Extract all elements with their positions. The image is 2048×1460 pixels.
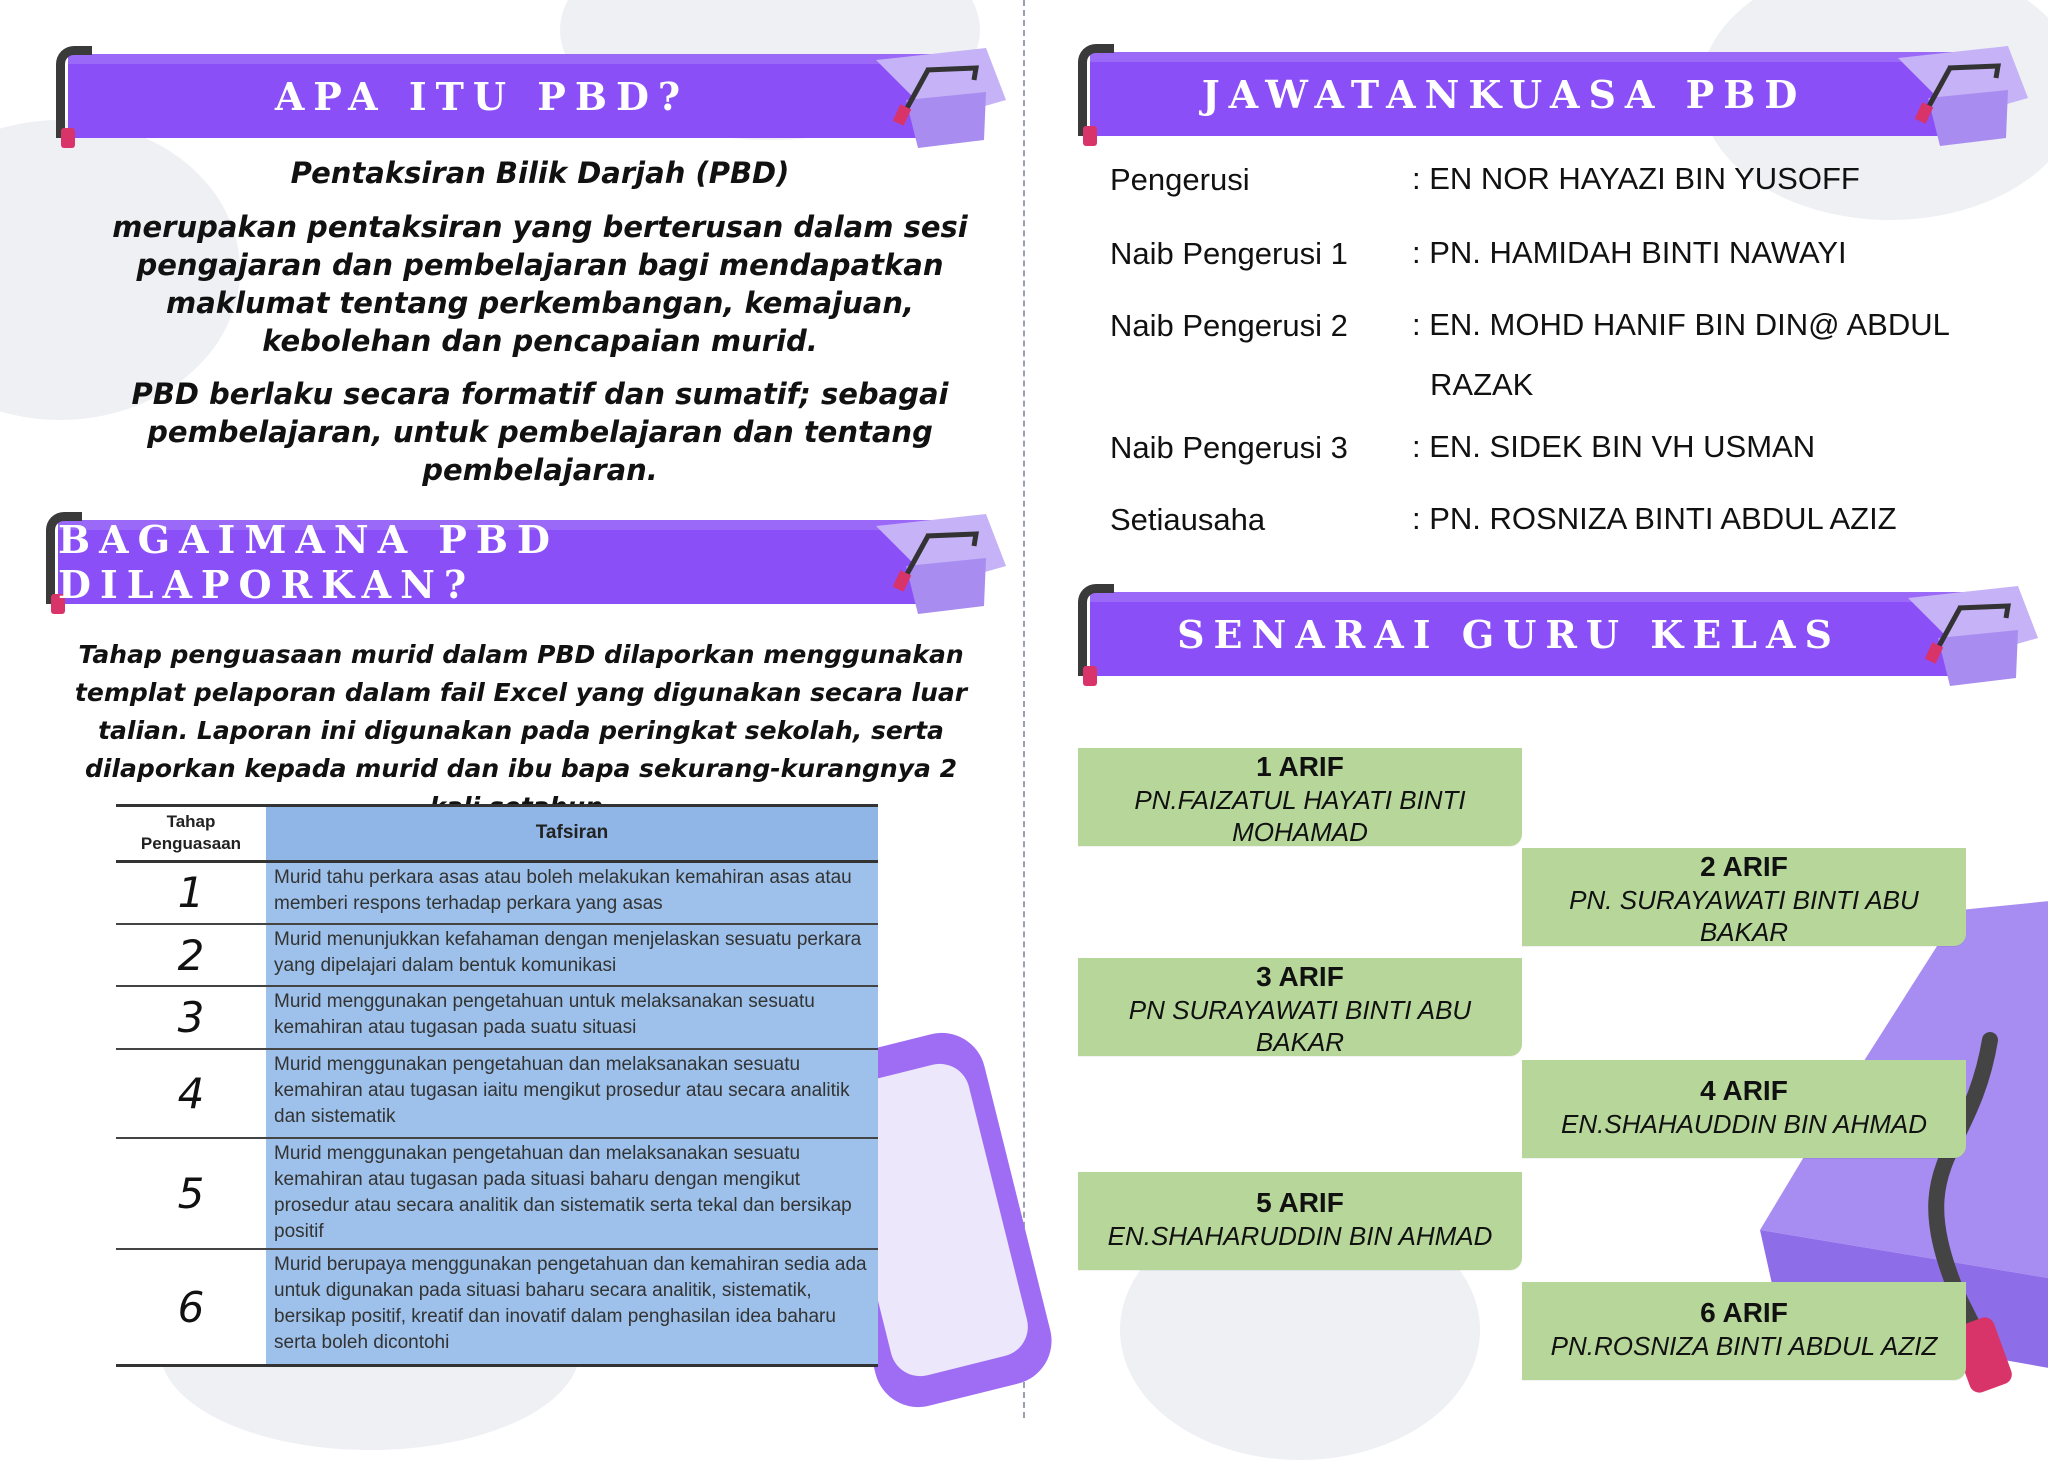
class-name: 6 ARIF: [1700, 1297, 1788, 1328]
table-row: [116, 861, 878, 924]
class-card-3-arif: [1078, 958, 1522, 1056]
col-header-level: Tahap Penguasaan: [116, 806, 266, 862]
tahap-penguasaan-table: [116, 804, 878, 1367]
pbd-definition: merupakan pentaksiran yang berterusan dalam sesi pengajaran dan pembelajaran bagi mendapatkan maklumat tentang perkembangan, kemajuan, kebolehan dan pencapaian murid.: [112, 210, 968, 358]
graduation-cap-icon: [1898, 578, 2038, 688]
committee-name: : PN. HAMIDAH BINTI NAWAYI: [1412, 235, 1847, 270]
class-name: 5 ARIF: [1256, 1187, 1344, 1218]
class-teacher: PN. SURAYAWATI BINTI ABU BAKAR: [1569, 885, 1919, 947]
level-number: 4: [116, 1049, 266, 1138]
section-title: APA ITU PBD?: [274, 73, 690, 119]
class-teacher: PN.FAIZATUL HAYATI BINTI MOHAMAD: [1134, 785, 1466, 847]
class-card-1-arif: [1078, 748, 1522, 846]
fold-divider: [1023, 0, 1025, 1418]
pbd-subtitle: Pentaksiran Bilik Darjah (PBD): [290, 156, 790, 190]
level-description: Murid menggunakan pengetahuan dan melaksanakan sesuatu kemahiran atau tugasan iaitu mengikut prosedur atau secara analitik dan sistematik: [266, 1049, 878, 1138]
committee-name: : PN. ROSNIZA BINTI ABDUL AZIZ: [1412, 501, 1897, 536]
committee-role: Setiausaha: [1110, 502, 1266, 537]
class-teacher: PN SURAYAWATI BINTI ABU BAKAR: [1128, 995, 1472, 1057]
table-row: [116, 1049, 878, 1138]
table-row: [116, 1249, 878, 1365]
committee-role: Naib Pengerusi 2: [1110, 308, 1348, 343]
reporting-description: Tahap penguasaan murid dalam PBD dilaporkan menggunakan templat pelaporan dalam fail Excel yang digunakan secara luar talian. Laporan ini digunakan pada peringkat sekolah, serta dilaporkan kepada murid dan ibu bapa sekurang-kurangnya 2: [74, 640, 968, 783]
class-card-4-arif: [1522, 1060, 1966, 1158]
section-title: JAWATANKUASA PBD: [1201, 71, 1807, 117]
level-description: Murid menggunakan pengetahuan dan melaksanakan sesuatu kemahiran atau tugasan pada situasi baharu dengan mengikut prosedur atau secara analitik dan sistematik serta tekal dan bersikap positif: [266, 1138, 878, 1249]
committee-role: Naib Pengerusi 3: [1110, 430, 1348, 465]
header-bagaimana-pbd: [46, 512, 1006, 607]
level-description: Murid menggunakan pengetahuan untuk melaksanakan sesuatu kemahiran atau tugasan pada suatu situasi: [266, 986, 878, 1049]
table-row: [116, 986, 878, 1049]
header-apa-itu-pbd: [56, 46, 1006, 138]
section-title: SENARAI GURU KELAS: [1177, 611, 1841, 657]
class-card-2-arif: [1522, 848, 1966, 946]
header-senarai-guru-kelas: [1078, 584, 2038, 676]
level-description: Murid menunjukkan kefahaman dengan menjelaskan sesuatu perkara yang dipelajari dalam bentuk komunikasi: [266, 924, 878, 987]
level-number: 3: [116, 986, 266, 1049]
table-row: [116, 924, 878, 987]
level-number: 6: [116, 1249, 266, 1365]
level-description: Murid berupaya menggunakan pengetahuan dan kemahiran sedia ada untuk digunakan pada situasi baharu secara analitik, sistematik, bersikap positif, kreatif dan inovatif dalam penghasilan idea baharu serta boleh dicontohi: [266, 1249, 878, 1365]
section-title: BAGAIMANA PBD DILAPORKAN?: [58, 517, 559, 607]
committee-name: : EN. MOHD HANIF BIN DIN@ ABDUL: [1412, 307, 1950, 342]
level-number: 5: [116, 1138, 266, 1249]
class-name: 1 ARIF: [1256, 751, 1344, 782]
class-name: 3 ARIF: [1256, 961, 1344, 992]
level-number: 2: [116, 924, 266, 987]
class-teacher: EN.SHAHARUDDIN BIN AHMAD: [1107, 1221, 1493, 1251]
graduation-cap-icon: [1888, 38, 2028, 148]
class-teacher: EN.SHAHAUDDIN BIN AHMAD: [1561, 1109, 1927, 1139]
committee-role: Naib Pengerusi 1: [1110, 236, 1348, 271]
class-name: 4 ARIF: [1700, 1075, 1788, 1106]
class-card-6-arif: [1522, 1282, 1966, 1380]
graduation-cap-icon: [866, 506, 1006, 616]
table-header-row: [116, 806, 878, 862]
committee-name-continued: RAZAK: [1430, 367, 1534, 402]
table-row: [116, 1138, 878, 1249]
col-header-interpretation: Tafsiran: [266, 806, 878, 862]
level-number: 1: [116, 861, 266, 924]
class-card-5-arif: [1078, 1172, 1522, 1270]
committee-name: : EN. SIDEK BIN VH USMAN: [1412, 429, 1816, 464]
pbd-types: PBD berlaku secara formatif dan sumatif; sebagai pembelajaran, untuk pembelajaran dan tentang pembelajaran.: [131, 377, 949, 487]
committee-role: Pengerusi: [1110, 162, 1250, 197]
header-jawatankuasa: [1078, 44, 2028, 136]
graduation-cap-icon: [866, 40, 1006, 150]
class-teacher: PN.ROSNIZA BINTI ABDUL AZIZ: [1550, 1331, 1938, 1361]
class-name: 2 ARIF: [1700, 851, 1788, 882]
level-description: Murid tahu perkara asas atau boleh melakukan kemahiran asas atau memberi respons terhadap perkara yang asas: [266, 861, 878, 924]
committee-name: : EN NOR HAYAZI BIN YUSOFF: [1412, 161, 1860, 196]
